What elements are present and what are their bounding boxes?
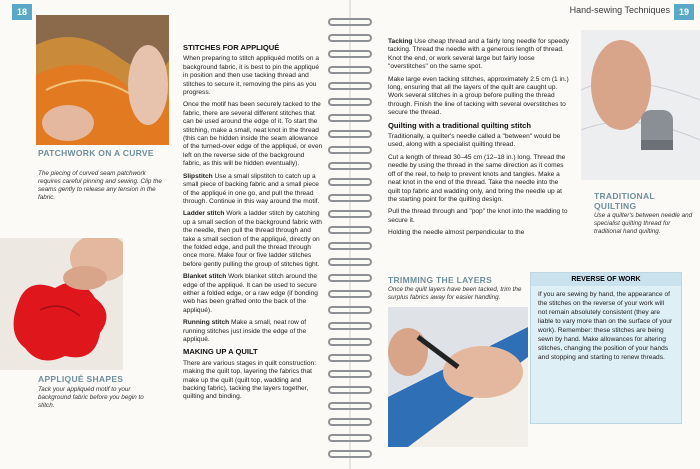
- spiral-ring: [328, 50, 372, 58]
- trimming-layers-photo: [388, 307, 528, 447]
- caption-text-applique: Tack your appliquéd motif to your background fabric before you begin to stitch.: [38, 386, 144, 409]
- paragraph: When preparing to stitch appliquéd motifs on a background fabric, it is best to pin the appliqué in position and then use tacking thread and stitches to secure it, removing the pins as you progress.: [183, 55, 319, 97]
- paragraph: Holding the needle almost perpendicular to the: [388, 229, 525, 237]
- left-text-column: [183, 40, 323, 406]
- spiral-ring: [328, 130, 372, 138]
- spiral-ring: [328, 242, 372, 250]
- right-text-column: [388, 38, 571, 242]
- paragraph-text: Use cheap thread and a fairly long needle for speedy tacking. Thread the needle with a generous length of thread. Knot the end, or work several large but fairly loose "overstitches" on the same spot.: [388, 38, 569, 71]
- paragraph-text: Work a ladder stitch by catching up a small section of the background fabric with the needle, then pull the thread through and take a small section of the appliqué, directly on the folded edge, and pull the thread through once more. Make four or five ladder stitches before gently pulling the group of stitches tight.: [183, 210, 322, 268]
- page-number: 19: [674, 4, 694, 20]
- spiral-ring: [328, 98, 372, 106]
- thimble-photo: [581, 30, 700, 180]
- spiral-ring: [328, 34, 372, 42]
- spiral-ring: [328, 290, 372, 298]
- heading-stitches-applique: STITCHES FOR APPLIQUÉ: [183, 43, 280, 52]
- paragraph-slipstitch: [183, 173, 323, 207]
- term: Running stitch: [183, 319, 230, 327]
- term: Tacking: [388, 38, 413, 45]
- paragraph: Pull the thread through and "pop" the knot into the wadding to secure it.: [388, 208, 568, 224]
- paragraph: Once the motif has been securely tacked to the fabric, there are several different stitches that can be used around the edge of it. To start the stitching, make a small, neat knot in the thread (this can be hidden inside the seam allowance of the turned-over edge of the appliqué, or even left on the reverse side of the background fabric, as this will be hidden eventually).: [183, 101, 323, 168]
- spiral-ring: [328, 66, 372, 74]
- spiral-ring: [328, 162, 372, 170]
- paragraph-running: [183, 319, 323, 344]
- spiral-ring: [328, 322, 372, 330]
- paragraph: Traditionally, a quilter's needle called a "between" would be used, along with a specialist quilting thread.: [388, 133, 561, 149]
- spiral-ring: [328, 210, 372, 218]
- term: Ladder stitch: [183, 210, 225, 218]
- paragraph: Make large even tacking stitches, approximately 2.5 cm (1 in.) long, ensuring that all the layers of the quilt are caught up. Work several stitches in a group before pulling the thread through. Finish the line of tacking with several overstitches to secure the thread.: [388, 75, 569, 117]
- spiral-ring: [328, 418, 372, 426]
- page-number: 18: [12, 4, 32, 20]
- paragraph-blanket: [183, 273, 323, 315]
- spiral-ring: [328, 194, 372, 202]
- spiral-ring: [328, 146, 372, 154]
- paragraph-tacking: [388, 38, 571, 72]
- caption-text-trimming: Once the quilt layers have been tacked, trim the surplus fabrics away for easier handling.: [388, 286, 522, 301]
- caption-title-traditional: TRADITIONAL QUILTING: [594, 191, 655, 211]
- spiral-ring: [328, 306, 372, 314]
- heading-making-quilt: MAKING UP A QUILT: [183, 347, 258, 357]
- caption-title-applique: APPLIQUÉ SHAPES: [38, 374, 124, 384]
- spiral-ring: [328, 386, 372, 394]
- paragraph-text: Make a small, neat row of running stitches just inside the edge of the appliqué.: [183, 319, 307, 343]
- box-heading: REVERSE OF WORK: [531, 273, 681, 286]
- paragraph-ladder: [183, 210, 323, 269]
- spiral-ring: [328, 450, 372, 458]
- spiral-ring: [328, 434, 372, 442]
- spiral-ring: [328, 226, 372, 234]
- spiral-ring: [328, 114, 372, 122]
- caption-text-patchwork: The piecing of curved seam patchwork requires careful pinning and sewing. Clip the seams gently to release any tension in the fabric.: [38, 170, 162, 201]
- running-head: Hand-sewing Techniques: [569, 5, 670, 15]
- paragraph-text: Work blanket stitch around the edge of the appliqué. It can be used to secure either a folded edge, or a raw edge (if bonding web has been grafted onto the back of the appliqué).: [183, 273, 318, 314]
- caption-title-patchwork: PATCHWORK ON A CURVE: [38, 148, 154, 158]
- box-text: If you are sewing by hand, the appearance of the stitches on the reverse of your work will not remain absolutely consistent (they are liable to vary more than on the surface of your work). Remember: these stitches are being sewn by hand. Make allowances for altering stitches, changing the position of your hands and stopping and starting to renew threads.: [538, 291, 673, 361]
- spiral-ring: [328, 178, 372, 186]
- patchwork-photo: [36, 15, 169, 145]
- paragraph: Cut a length of thread 30–45 cm (12–18 in.) long. Thread the needle by using the thread in the same direction as it comes off of the reel, to help to prevent knots and tangles. Make a neat knot in the end of the thread. Take the needle into the quilt top fabric and wadding only, and bring the needle up at the starting point for the quilting design.: [388, 153, 566, 203]
- spiral-ring: [328, 18, 372, 26]
- term: Slipstitch: [183, 172, 213, 180]
- spiral-ring: [328, 82, 372, 90]
- applique-shapes-photo: [0, 238, 123, 370]
- spiral-ring: [328, 370, 372, 378]
- spiral-ring: [328, 274, 372, 282]
- spiral-ring: [328, 354, 372, 362]
- caption-text-traditional: Use a quilter's between needle and specialist quilting thread for traditional hand quilting.: [594, 212, 693, 235]
- spiral-ring: [328, 402, 372, 410]
- paragraph: There are various stages in quilt construction: making the quilt top, layering the fabrics that make up the quilt (quilt top, wadding and backing fabric), tacking the layers together, quilting and binding.: [183, 359, 317, 401]
- spiral-ring: [328, 258, 372, 266]
- spiral-ring: [328, 338, 372, 346]
- caption-title-trimming: TRIMMING THE LAYERS: [388, 275, 493, 285]
- paragraph-text: Use a small slipstitch to catch up a small piece of backing fabric and a small piece of the appliqué in one go, and pull the thread through. Continue in this way around the motif.: [183, 172, 320, 205]
- reverse-of-work-box: [530, 272, 682, 424]
- left-page: [0, 0, 349, 469]
- term: Blanket stitch: [183, 273, 227, 281]
- heading-quilting: Quilting with a traditional quilting stitch: [388, 120, 532, 130]
